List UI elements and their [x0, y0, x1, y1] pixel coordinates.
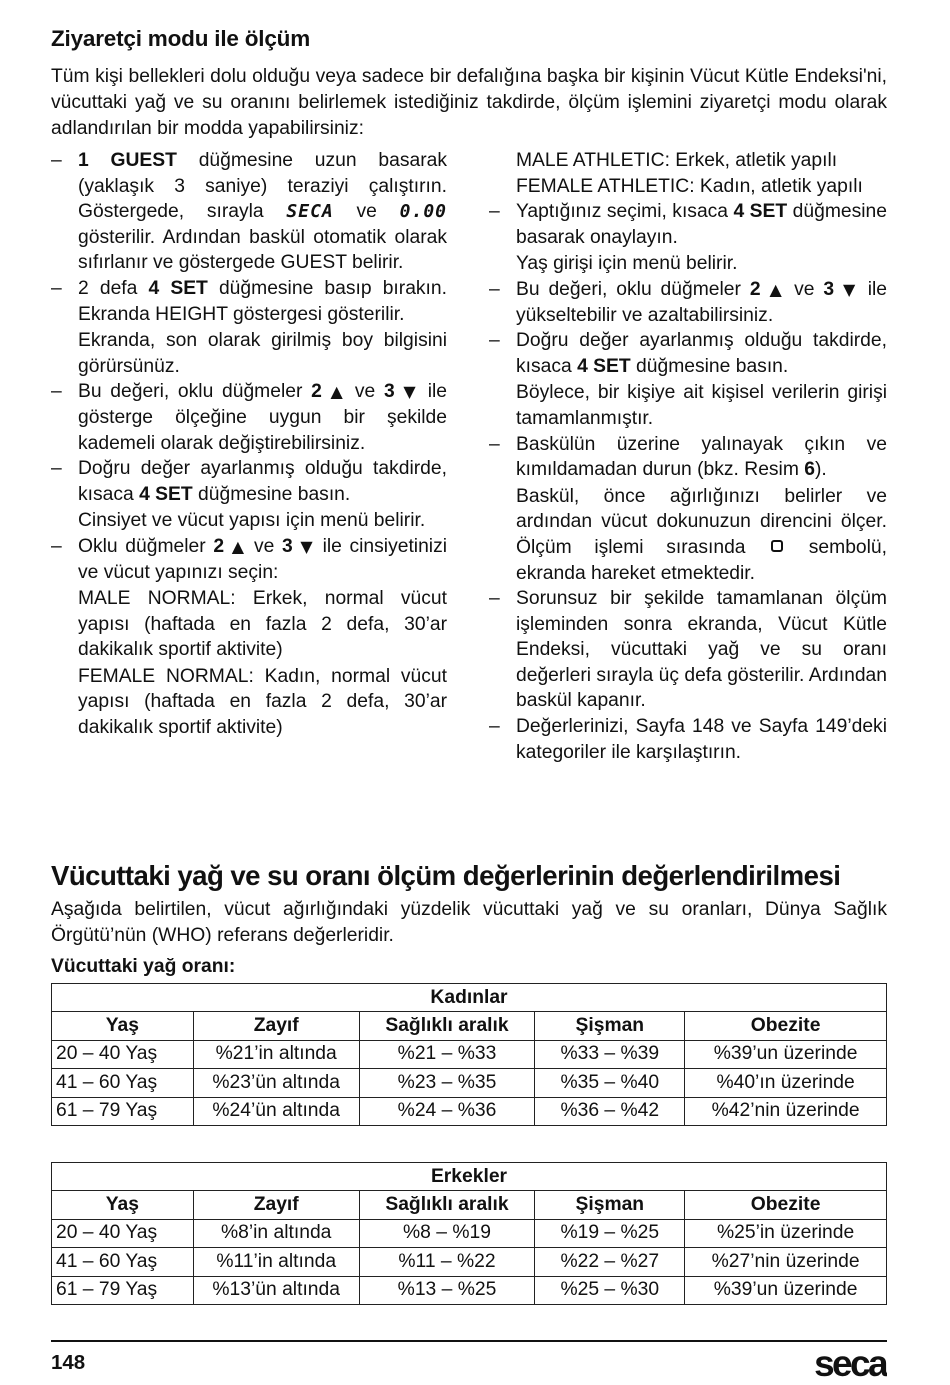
evaluation-intro: Aşağıda belirtilen, vücut ağırlığındaki yüzdelik vücuttaki yağ ve su oranları, Dünya Sağlık Örgütü’nün (WHO) referans değerleridir.: [51, 899, 887, 946]
list-dash: –: [51, 458, 62, 480]
instruction-step: – Değerlerinizi, Sayfa 148 ve Sayfa 149’deki kategoriler ile karşılaştırın.: [489, 716, 887, 763]
table-row: [52, 1069, 887, 1097]
list-dash: –: [51, 381, 62, 403]
table-cell: %11’in altında: [193, 1248, 359, 1276]
table-cell: %13’ün altında: [193, 1276, 359, 1304]
column-header: Yaş: [52, 1191, 194, 1219]
figure-reference: 6: [804, 459, 815, 481]
table-cell: %19 – %25: [535, 1219, 685, 1247]
table-cell: %25 – %30: [535, 1276, 685, 1304]
table-cell: %27’nin üzerinde: [685, 1248, 887, 1276]
step-note: Ekranda, son olarak girilmiş boy bilgisini görürsünüz.: [78, 330, 447, 377]
list-dash: –: [489, 201, 500, 223]
set-button-label: 4 SET: [733, 201, 788, 223]
table-cell: %25’in üzerinde: [685, 1219, 887, 1247]
table-cell: %21 – %33: [359, 1040, 535, 1068]
instruction-step: – Doğru değer ayarlanmış olduğu takdirde, kısaca 4 SET düğmesine basın. Böylece, bir kişiye ait kişisel verilerin girişi tamamlanmıştır.: [489, 328, 887, 431]
column-header: Yaş: [52, 1012, 194, 1040]
column-header: Zayıf: [193, 1012, 359, 1040]
table-cell: %8’in altında: [193, 1219, 359, 1247]
table-cell: 61 – 79 Yaş: [52, 1097, 194, 1125]
table-header-row: [52, 1191, 887, 1219]
manual-page: [51, 0, 887, 1381]
table-cell: %33 – %39: [535, 1040, 685, 1068]
option-male-normal: MALE NORMAL: Erkek, normal vücut yapısı (haftada en fazla 2 defa, 30’ar dakikalık sportif aktivite): [78, 588, 447, 661]
instruction-step: – Yaptığınız seçimi, kısaca 4 SET düğmesine basarak onaylayın. Yaş girişi için menü belirir.: [489, 199, 887, 277]
instruction-list-left: [51, 148, 447, 741]
instruction-step: – Sorunsuz bir şekilde tamamlanan ölçüm işleminden sonra ekranda, Vücut Kütle Endeksi, vücuttaki yağ ve su oranı değerleri sırayla üç defa gösterilir. Ardından baskül kapanır.: [489, 588, 887, 712]
fat-table-caption: Vücuttaki yağ oranı:: [51, 956, 236, 977]
table-cell: %24’ün altında: [193, 1097, 359, 1125]
table-cell: 20 – 40 Yaş: [52, 1219, 194, 1247]
instruction-step: – Doğru değer ayarlanmış olduğu takdirde, kısaca 4 SET düğmesine basın. Cinsiyet ve vücut yapısı için menü belirir.: [51, 456, 447, 534]
option-female-normal: FEMALE NORMAL: Kadın, normal vücut yapısı (haftada en fazla 2 defa, 30’ar dakikalık sportif aktivite): [78, 665, 447, 739]
step-note: Yaş girişi için menü belirir.: [516, 253, 738, 275]
table-row: [52, 1276, 887, 1304]
arrow-down-icon: ▼: [843, 279, 859, 299]
list-dash: –: [51, 277, 62, 299]
table-row: [52, 1248, 887, 1276]
arrow-up-icon: ▲: [330, 382, 347, 402]
table-cell: %13 – %25: [359, 1276, 535, 1304]
table-row: [52, 1097, 887, 1125]
instruction-step: – Baskülün üzerine yalınayak çıkın ve kımıldamadan durun (bkz. Resim 6). Baskül, önce ağırlığınızı belirler ve ardından vücut dokunuzun direncini ölçer. Ölçüm işlemi sırasında sembolü, ekranda hareket etmektedir.: [489, 433, 888, 584]
table-row: [52, 1219, 887, 1247]
table-cell: %23’ün altında: [193, 1069, 359, 1097]
set-button-label: 4 SET: [577, 355, 631, 377]
table-header-row: [52, 1012, 887, 1040]
list-dash: –: [489, 716, 500, 738]
set-button-label: 4 SET: [148, 277, 208, 299]
evaluation-title: Vücuttaki yağ ve su oranı ölçüm değerlerinin değerlendirilmesi: [51, 860, 841, 891]
table-title: Kadınlar: [52, 984, 887, 1012]
set-button-label: 4 SET: [139, 483, 193, 505]
men-fat-table: [51, 1162, 887, 1305]
table-cell: %40’ın üzerinde: [685, 1069, 887, 1097]
instruction-step: – Bu değeri, oklu düğmeler 2 ▲ ve 3 ▼ ile yükseltebilir ve azaltabilirsiniz.: [489, 278, 888, 326]
table-cell: 41 – 60 Yaş: [52, 1248, 194, 1276]
table-cell: 41 – 60 Yaş: [52, 1069, 194, 1097]
table-cell: %24 – %36: [359, 1097, 535, 1125]
table-cell: %35 – %40: [535, 1069, 685, 1097]
seca-logo: [801, 1346, 887, 1380]
instruction-step: – 2 defa 4 SET düğmesine basıp bırakın. Ekranda HEIGHT göstergesi gösterilir. Ekranda, son olarak girilmiş boy bilgisini görürsünüz.: [51, 276, 447, 379]
seca-logo-mark: [801, 1346, 887, 1380]
list-dash: –: [489, 278, 500, 300]
step-note: Böylece, bir kişiye ait kişisel verilerin girişi tamamlanmıştır.: [516, 382, 887, 429]
list-dash: –: [489, 330, 500, 352]
page-number: 148: [51, 1351, 86, 1374]
option-male-athletic: MALE ATHLETIC: Erkek, atletik yapılı: [516, 150, 838, 171]
arrow-up-icon: ▲: [231, 536, 247, 556]
list-dash: –: [51, 150, 62, 171]
guest-mode-intro: Tüm kişi bellekleri dolu olduğu veya sadece bir defalığına başka bir kişinin Vücut Kütle Endeksi'ni, vücuttaki yağ ve su oranını belirlemek istediğiniz takdirde, ölçüm işlemini ziyaretçi modu olarak adlandırılan bir modda yapabilirsiniz:: [51, 66, 887, 139]
table-cell: 61 – 79 Yaş: [52, 1276, 194, 1304]
list-dash: –: [489, 433, 500, 455]
table-cell: %23 – %35: [359, 1069, 535, 1097]
guest-button-label: 1 GUEST: [78, 150, 177, 171]
measuring-symbol-icon: [771, 540, 783, 552]
women-fat-table: [51, 983, 887, 1126]
column-header: Zayıf: [193, 1191, 359, 1219]
column-header: Şişman: [535, 1012, 685, 1040]
table-cell: 20 – 40 Yaş: [52, 1040, 194, 1068]
column-header: Sağlıklı aralık: [359, 1191, 535, 1219]
lcd-seca-text: SECA: [286, 201, 334, 223]
table-cell: %11 – %22: [359, 1248, 535, 1276]
instruction-step: – Oklu düğmeler 2 ▲ ve 3 ▼ ile cinsiyetinizi ve vücut yapınızı seçin: MALE NORMAL: Erkek, normal vücut yapısı (haftada en fazla 2 defa, 30’ar dakikalık sportif aktivite) FEMALE NORMAL: Kadın, normal vücut yapısı (haftada en fazla 2 defa, 30’ar dakikalık sportif aktivite): [51, 534, 447, 741]
option-female-athletic: FEMALE ATHLETIC: Kadın, atletik yapılı: [516, 175, 863, 197]
list-dash: –: [51, 535, 62, 557]
table-title: Erkekler: [52, 1163, 887, 1191]
instruction-step: – 1 GUEST düğmesine uzun basarak (yaklaşık 3 saniye) teraziyi çalıştırın. Göstergede, sırayla SECA ve 0.00 gösterilir. Ardından baskül otomatik olarak sıfırlanır ve göstergede GUEST belirir.: [51, 150, 447, 274]
table-row: [52, 1040, 887, 1068]
list-dash: –: [489, 588, 500, 610]
table-cell: %39’un üzerinde: [685, 1040, 887, 1068]
arrow-down-icon: ▼: [300, 536, 315, 556]
arrow-up-icon: ▲: [769, 279, 786, 299]
table-cell: %21’in altında: [193, 1040, 359, 1068]
instruction-list-right: [489, 148, 887, 765]
guest-mode-heading: Ziyaretçi modu ile ölçüm: [51, 26, 311, 51]
table-cell: %36 – %42: [535, 1097, 685, 1125]
svg-text:seca: seca: [814, 1346, 886, 1380]
footer-divider: [51, 1340, 887, 1342]
table-cell: %8 – %19: [359, 1219, 535, 1247]
column-header: Şişman: [535, 1191, 685, 1219]
column-header: Obezite: [685, 1012, 887, 1040]
table-cell: %39’un üzerinde: [685, 1276, 887, 1304]
instruction-step: – Bu değeri, oklu düğmeler 2 ▲ ve 3 ▼ ile gösterge ölçeğine uygun bir şekilde kademeli olarak değiştirebilirsiniz.: [51, 381, 448, 454]
column-header: Obezite: [685, 1191, 887, 1219]
table-cell: %42’nin üzerinde: [685, 1097, 887, 1125]
column-header: Sağlıklı aralık: [359, 1012, 535, 1040]
arrow-down-icon: ▼: [403, 382, 420, 402]
step-note: Cinsiyet ve vücut yapısı için menü belirir.: [78, 510, 426, 532]
table-cell: %22 – %27: [535, 1248, 685, 1276]
lcd-zero-text: 0.00: [399, 201, 447, 223]
